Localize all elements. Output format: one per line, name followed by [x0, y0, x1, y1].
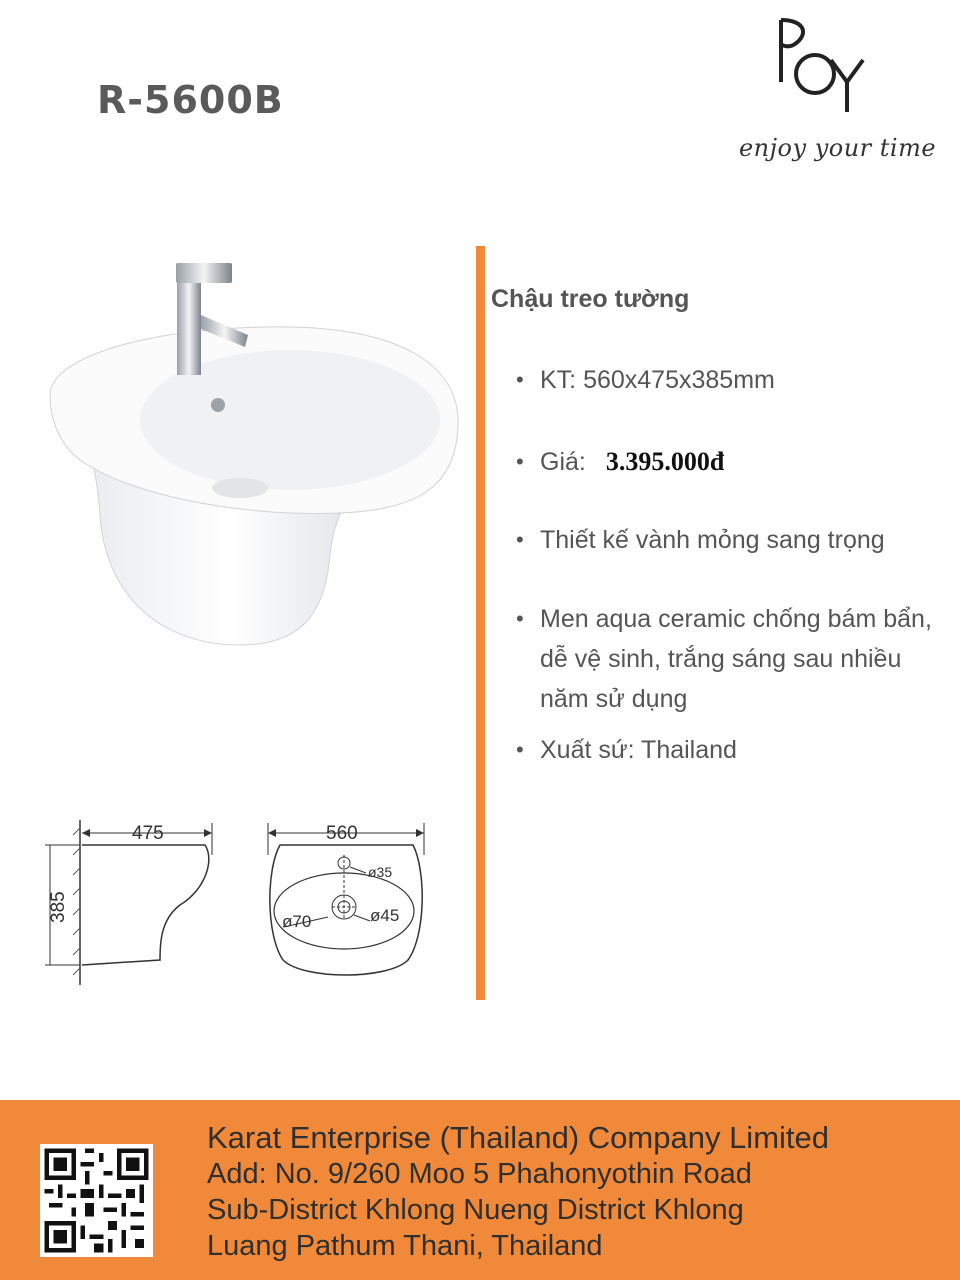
spec-origin: • Xuất sứ: Thailand [516, 730, 946, 770]
spec-dimensions: • KT: 560x475x385mm [516, 360, 946, 400]
top-width-label: 560 [326, 823, 358, 844]
model-number: R-5600B [97, 78, 284, 122]
product-title: Chậu treo tường [491, 285, 690, 313]
address-line-2: Sub-District Khlong Nueng District Khlong [207, 1194, 744, 1226]
side-width-label: 475 [132, 823, 164, 844]
side-view-diagram [40, 815, 220, 990]
spec-price: • Giá: 3.395.000đ [516, 442, 946, 482]
brand-tagline: enjoy your time [738, 134, 937, 162]
brand-logo [725, 12, 950, 172]
company-name: Karat Enterprise (Thailand) Company Limited [207, 1120, 829, 1155]
hole-70-label: ø70 [282, 912, 312, 931]
side-height-label: 385 [48, 891, 69, 923]
orange-divider [476, 246, 485, 1000]
hole-45-label: ø45 [370, 906, 400, 925]
spec-glaze: • Men aqua ceramic chống bám bẩn, dễ vệ sinh, trắng sáng sau nhiều năm sử dụng [516, 599, 946, 719]
roy-logo-icon [775, 12, 895, 122]
spec-design: • Thiết kế vành mỏng sang trọng [516, 520, 946, 560]
qr-code-icon [40, 1144, 153, 1257]
company-info [207, 1120, 829, 1264]
address-line-3: Luang Pathum Thani, Thailand [207, 1230, 603, 1262]
price-value: 3.395.000đ [605, 447, 725, 476]
top-view-diagram [258, 815, 438, 985]
wash-basin-image [40, 255, 465, 655]
address-line-1: Add: No. 9/260 Moo 5 Phahonyothin Road [207, 1158, 752, 1190]
hole-35-label: ø35 [368, 864, 393, 880]
